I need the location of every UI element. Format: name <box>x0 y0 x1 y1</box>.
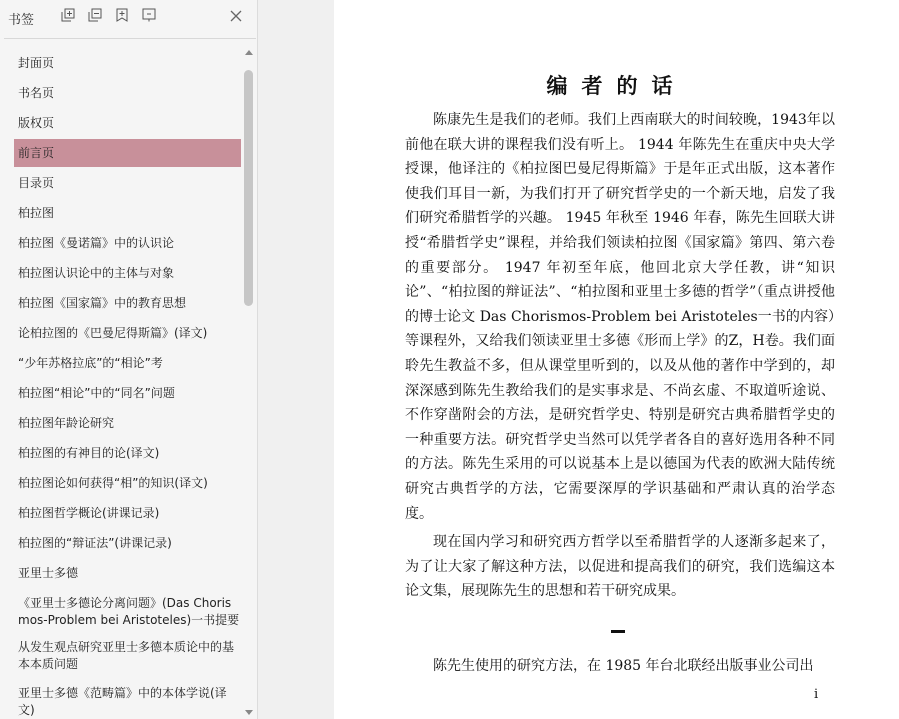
collapse-all-icon[interactable] <box>88 8 102 22</box>
bookmark-item[interactable]: 从发生观点研究亚里士多德本质论中的基本本质问题 <box>18 640 235 671</box>
bookmark-item[interactable]: 柏拉图哲学概论(讲课记录) <box>18 506 160 520</box>
bookmark-item[interactable]: 柏拉图《曼诺篇》中的认识论 <box>18 236 175 250</box>
document-page <box>334 0 899 719</box>
bookmark-item[interactable]: 柏拉图“相论”中的“同名”问题 <box>18 386 175 400</box>
bookmark-icon[interactable] <box>142 8 156 22</box>
bookmark-item[interactable]: 柏拉图的有神目的论(译文) <box>18 446 160 460</box>
paragraph: 现在国内学习和研究西方哲学以至希腊哲学的人逐渐多起来了，为了让大家了解这种方法，以促进和提高我们的研究，我们选编这本论文集，展现陈先生的思想和若干研究成果。 <box>405 534 835 600</box>
bookmark-panel-title: 书签 <box>8 13 35 28</box>
bookmark-item[interactable]: “少年苏格拉底”的“相论”考 <box>18 356 163 370</box>
page-number: i <box>814 687 819 702</box>
bookmark-item-plato[interactable]: 柏拉图 <box>18 206 55 220</box>
bookmark-item[interactable]: 论柏拉图的《巴曼尼得斯篇》(译文) <box>18 326 208 340</box>
bookmark-item-title-page[interactable]: 书名页 <box>18 86 55 100</box>
scrollbar-thumb[interactable] <box>244 70 253 306</box>
bookmark-item-copyright[interactable]: 版权页 <box>18 116 55 130</box>
bookmark-item[interactable]: 《亚里士多德论分离问题》(Das Chorismos-Problem bei Aristoteles)一书提要 <box>18 596 240 627</box>
panel-divider <box>257 0 258 719</box>
bookmark-list <box>0 48 242 719</box>
bookmark-item[interactable]: 亚里士多德《范畴篇》中的本体学说(译文) <box>18 686 227 717</box>
bookmark-panel-header <box>0 0 257 36</box>
bookmark-scrollbar[interactable] <box>242 48 256 719</box>
bookmark-item-contents[interactable]: 目录页 <box>18 176 55 190</box>
header-divider <box>4 38 256 39</box>
add-bookmark-icon[interactable] <box>115 8 129 22</box>
scroll-up-icon[interactable] <box>245 50 253 55</box>
paragraph: 陈康先生是我们的老师。我们上西南联大的时间较晚，1943年以前他在联大讲的课程我们没有听上。 1944 年陈先生在重庆中央大学授课，他译注的《柏拉图巴曼尼得斯篇》于是年正式出版，这本著作使我们耳目一新，为我们打开了研究哲学史的一个新天地，启发了我们研究希腊哲学的兴趣。 1945 年秋至 1946 年春，陈先生回联大讲授“希腊哲学史”课程，并给我们领读柏拉图《国家篇》第四、第六卷的重要部分。 1947 年初至年底，他回北京大学任教，讲“知识论”、“柏拉图的辩证法”、“柏拉图和亚里士多德的哲学”（重点讲授他的博士论文 Das Chorismos-Problem bei Aristoteles一书的内容）等课程外，又给我们领读亚里士多德《形而上学》的Z，H卷。我们面聆先生教益不多，但从课堂里听到的，以及从他的著作中学到的，却深深感到陈先生教给我们的是实事求是、不尚玄虚、不取道听途说、不作穿凿附会的方法，是研究哲学史、特别是研究古典希腊哲学史的一种重要方法。研究哲学史当然可以凭学者各自的喜好选用各种不同的方法。陈先生采用的可以说基本上是以德国为代表的欧洲大陆传统研究古典哲学的方法，它需要深厚的学识基础和严肃认真的治学态度。 <box>405 112 835 522</box>
paragraph: 陈先生使用的研究方法，在 1985 年台北联经出版事业公司出 <box>433 658 814 674</box>
bookmark-item[interactable]: 柏拉图《国家篇》中的教育思想 <box>18 296 187 310</box>
bookmark-item[interactable]: 柏拉图论如何获得“相”的知识(译文) <box>18 476 208 490</box>
scroll-down-icon[interactable] <box>245 710 253 715</box>
section-marker <box>611 630 625 633</box>
bookmark-item[interactable]: 柏拉图的“辩证法”(讲课记录) <box>18 536 172 550</box>
bookmark-item-aristotle[interactable]: 亚里士多德 <box>18 566 79 580</box>
expand-all-icon[interactable] <box>61 8 75 22</box>
bookmark-item-preface[interactable]: 前言页 <box>14 139 241 167</box>
bookmark-panel <box>0 0 257 719</box>
bookmark-item[interactable]: 柏拉图认识论中的主体与对象 <box>18 266 175 280</box>
document-title: 编者的话 <box>546 73 687 98</box>
bookmark-item-cover[interactable]: 封面页 <box>18 56 55 70</box>
close-icon[interactable] <box>229 8 243 22</box>
bookmark-item[interactable]: 柏拉图年龄论研究 <box>18 416 115 430</box>
